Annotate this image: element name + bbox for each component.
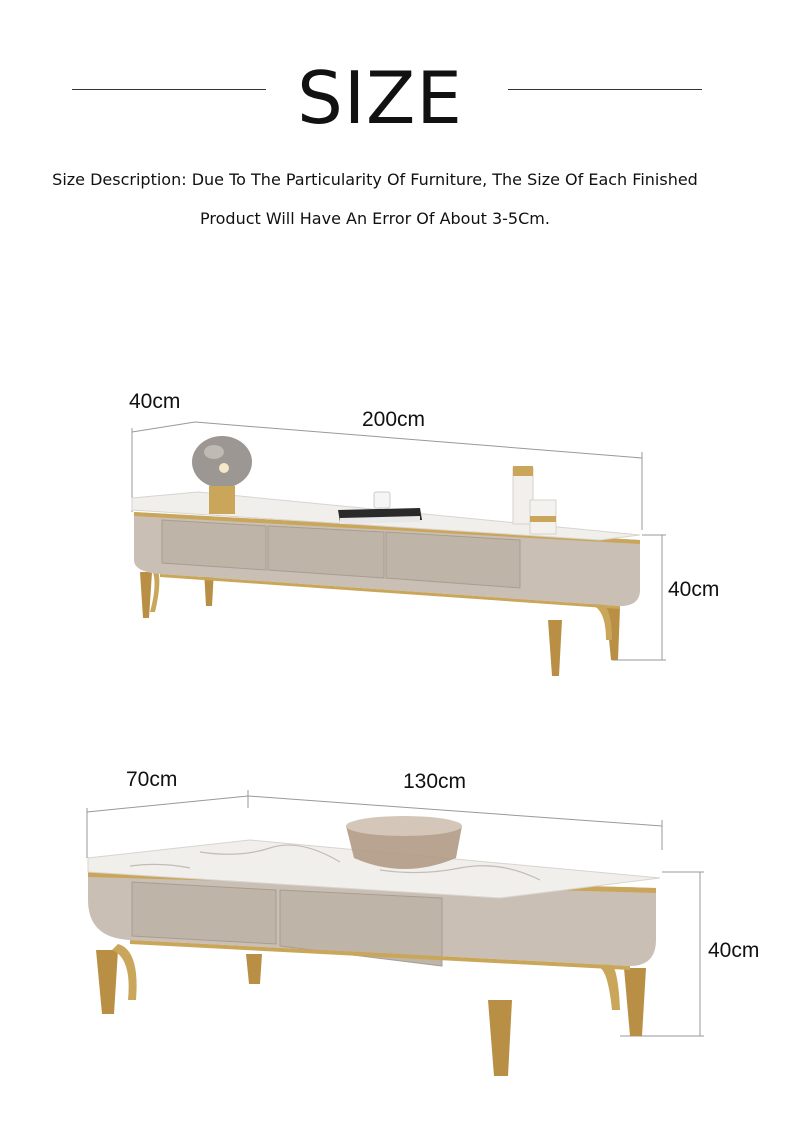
tv-cabinet-height-label: 40cm (668, 578, 720, 601)
page-title: SIZE (297, 56, 463, 140)
coffee-table-depth-label: 70cm (126, 768, 178, 791)
coffee-table-illustration (0, 760, 790, 1100)
size-description-line-2: Product Will Have An Error Of About 3-5Cm. (200, 209, 550, 228)
coffee-table-length-label: 130cm (403, 770, 467, 793)
vase-decor (513, 466, 556, 534)
tv-cabinet-length-label: 200cm (362, 408, 426, 431)
coffee-table-height-label: 40cm (708, 939, 760, 962)
bowl-decor (346, 816, 462, 869)
size-description-line-1: Size Description: Due To The Particularity Of Furniture, The Size Of Each Finished (52, 170, 698, 189)
tv-cabinet-depth-label: 40cm (129, 390, 181, 413)
heading-rule-right (508, 89, 702, 90)
